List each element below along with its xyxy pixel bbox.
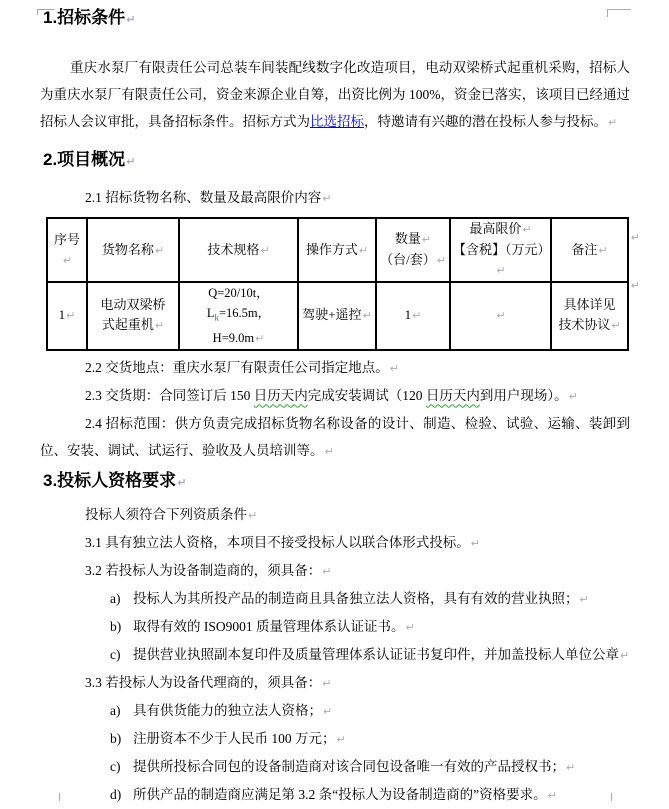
list-marker: c) [110,646,121,662]
header-cell-note [551,218,628,282]
paragraph-mark-icon: ↵ [66,309,76,323]
paragraph-mark-icon: ↵ [608,116,618,129]
paragraph-mark-icon: ↵ [322,676,332,690]
paragraph-mark-icon: ↵ [362,309,372,323]
paragraph-mark-icon: ↵ [389,361,399,375]
goods-table [46,217,629,351]
section-1-heading-text: 1.招标条件 [43,8,126,27]
paragraph-mark-icon: ↵ [255,331,265,345]
list-item [40,697,630,725]
clause-2-3-text-mid: 完成安装调试（120 [307,387,426,403]
clause-2-4 [40,410,630,465]
paragraph-mark-icon: ↵ [421,233,432,246]
cell-name-line1: 电动双梁桥 [100,297,166,313]
paragraph-mark-icon: ↵ [598,243,608,257]
cell-spec [179,282,298,350]
header-cell-no [47,218,87,282]
list-marker: d) [110,786,122,802]
clause-2-2 [40,354,630,382]
paragraph-mark-icon: ↵ [322,192,332,205]
list-item [40,585,630,613]
section-3-intro [40,501,630,529]
row-end-mark-icon: ↵ [630,279,640,292]
list-item [40,641,630,669]
paragraph-mark-icon: ↵ [412,309,422,323]
paragraph-mark-icon: ↵ [177,475,187,489]
header-spec-text: 技术规格 [207,241,260,257]
list-marker: a) [110,590,121,606]
cell-name-line2 [90,315,176,336]
paragraph-mark-icon: ↵ [436,254,446,267]
header-price-text1: 最高限价 [469,221,522,236]
document-page [0,6,669,803]
section-1-text-after-link: ，特邀请有兴趣的潜在投标人参与投标。 [364,114,607,129]
header-name-text: 货物名称 [101,241,154,257]
paragraph-mark-icon: ↵ [260,243,270,257]
list-item-text: 所供产品的制造商应满足第 3.2 条“投标人为设备制造商的”资格要求。 [133,786,547,802]
clause-3-2-text: 3.2 若投标人为设备制造商的，须具备： [85,562,322,578]
header-operation-text: 操作方式 [305,241,358,257]
paragraph-mark-icon: ↵ [358,243,369,257]
cell-operation-text: 驾驶+遥控 [302,307,362,323]
paragraph-mark-icon: ↵ [566,760,576,774]
header-cell-spec [179,218,298,282]
clause-2-3 [40,382,630,410]
list-item-text: 提供所投标合同包的设备制造商对该合同包设备唯一有效的产品授权书； [133,758,565,774]
cell-name-text2: 式起重机 [101,317,154,333]
header-note-text: 备注 [571,241,598,257]
cell-spec-base: L [206,306,215,320]
header-no-text: 序号 [53,231,80,247]
clause-2-4-text: 2.4 招标范围：供方负责完成招标货物名称设备的设计、制造、检验、试验、运输、装卸到位、安装、调试、试运行、验收及人员培训等。 [40,415,630,458]
paragraph-mark-icon: ↵ [620,648,630,662]
cell-note-line2 [554,315,625,336]
clause-2-3-text-pre: 2.3 交货期：合同签订后 150 [85,387,254,403]
cell-spec-subscript: k [214,312,219,323]
cell-note-line1: 具体详见 [563,297,616,313]
header-quantity-line2 [379,250,447,271]
goods-table-wrapper [46,217,640,351]
list-item-text: 注册资本不少于人民币 100 万元； [133,730,336,746]
paragraph-mark-icon: ↵ [496,309,506,323]
list-marker: b) [110,618,122,634]
row-end-mark-icon: ↵ [630,231,640,244]
list-item-text: 具有供货能力的独立法人资格； [133,702,322,718]
list-marker: c) [110,758,121,774]
list-marker: a) [110,702,121,718]
paragraph-mark-icon: ↵ [323,704,333,718]
text-boundary-mark-top-left [37,9,54,15]
section-3-heading [43,469,630,495]
paragraph-mark-icon: ↵ [62,253,73,267]
list-item-text: 提供营业执照副本复印件及质量管理体系认证证书复印件，并加盖投标人单位公章 [133,646,619,662]
clause-3-1-text: 3.1 具有独立法人资格，本项目不接受投标人以联合体形式投标。 [85,534,470,550]
list-item-text: 取得有效的 ISO9001 质量管理体系认证证书。 [133,618,405,634]
paragraph-mark-icon: ↵ [322,564,332,578]
cell-name [87,282,179,350]
list-item [40,781,630,809]
list-item-text: 投标人为其所投产品的制造商且具备独立法人资格，具有有效的营业执照； [133,590,579,606]
clause-2-3-text-post: 到用户现场）。 [479,387,568,403]
clause-2-1-text: 2.1 招标货物名称、数量及最高限价内容 [85,190,322,205]
clause-2-1 [40,184,630,212]
clause-3-2 [40,557,630,585]
paragraph-mark-icon: ↵ [405,620,415,634]
header-cell-name [87,218,179,282]
cell-note-text2: 技术协议 [558,317,611,333]
header-price-text2: 【含税】（万元） [453,242,551,257]
header-price-line1 [453,219,548,240]
table-header-row [47,218,628,282]
header-price-line2 [453,240,551,281]
paragraph-mark-icon: ↵ [126,155,136,168]
paragraph-mark-icon: ↵ [324,444,334,458]
section-2-heading-text: 2.项目概况 [43,150,126,169]
header-quantity-line1 [379,229,447,250]
header-quantity-text1: 数量 [394,231,421,246]
cell-no-text: 1 [58,307,66,323]
paragraph-mark-icon: ↵ [154,319,165,333]
clause-3-1 [40,529,630,557]
header-cell-operation [298,218,376,282]
cell-price-limit [450,282,551,350]
grammar-check-underline: 日历天内 [425,387,480,403]
list-item [40,753,630,781]
cell-spec-line1: Q=20/10t， [208,286,269,300]
section-1-paragraph [40,54,630,136]
bid-method-link[interactable]: 比选招标 [310,114,364,129]
text-boundary-mark-top-right [607,9,631,17]
paragraph-mark-icon: ↵ [248,508,258,522]
cell-spec-line2 [182,303,295,349]
clause-3-3 [40,669,630,697]
paragraph-mark-icon: ↵ [126,13,136,26]
table-row [47,282,628,350]
paragraph-mark-icon: ↵ [470,536,480,550]
cell-note [551,282,628,350]
cell-operation [298,282,376,350]
section-3-intro-text: 投标人须符合下列资质条件 [85,506,247,522]
paragraph-mark-icon: ↵ [568,389,578,403]
section-3-heading-text: 3.投标人资格要求 [43,470,177,490]
cell-no [47,282,87,350]
list-marker: b) [110,730,122,746]
header-cell-price-limit [450,218,551,282]
section-2-heading [43,148,630,174]
section-1-heading [43,6,630,32]
header-cell-quantity [376,218,450,282]
grammar-check-underline: 日历天内 [253,387,308,403]
clause-2-2-text: 2.2 交货地点：重庆水泵厂有限责任公司指定地点。 [85,359,389,375]
paragraph-mark-icon: ↵ [496,264,506,277]
cell-quantity-text: 1 [404,307,412,323]
header-quantity-text2: （台/套） [380,252,436,267]
list-item [40,613,630,641]
paragraph-mark-icon: ↵ [547,788,557,802]
cell-quantity [376,282,450,350]
paragraph-mark-icon: ↵ [336,732,346,746]
paragraph-mark-icon: ↵ [611,319,621,333]
paragraph-mark-icon: ↵ [579,592,589,606]
cell-spec-rest: =16.5m，H=9.0m [212,306,271,345]
paragraph-mark-icon: ↵ [522,223,532,236]
section-1-text-before-link: 重庆水泵厂有限责任公司总装车间装配线数字化改造项目，电动双梁桥式起重机采购，招标人为重庆水泵厂有限责任公司，资金来源企业自筹，出资比例为 100%，资金已落实，该项目已经通过招标人会议审批，具备招标条件。招标方式为 [40,60,630,129]
paragraph-mark-icon: ↵ [154,243,165,257]
list-item [40,725,630,753]
clause-3-3-text: 3.3 若投标人为设备代理商的，须具备： [85,674,322,690]
